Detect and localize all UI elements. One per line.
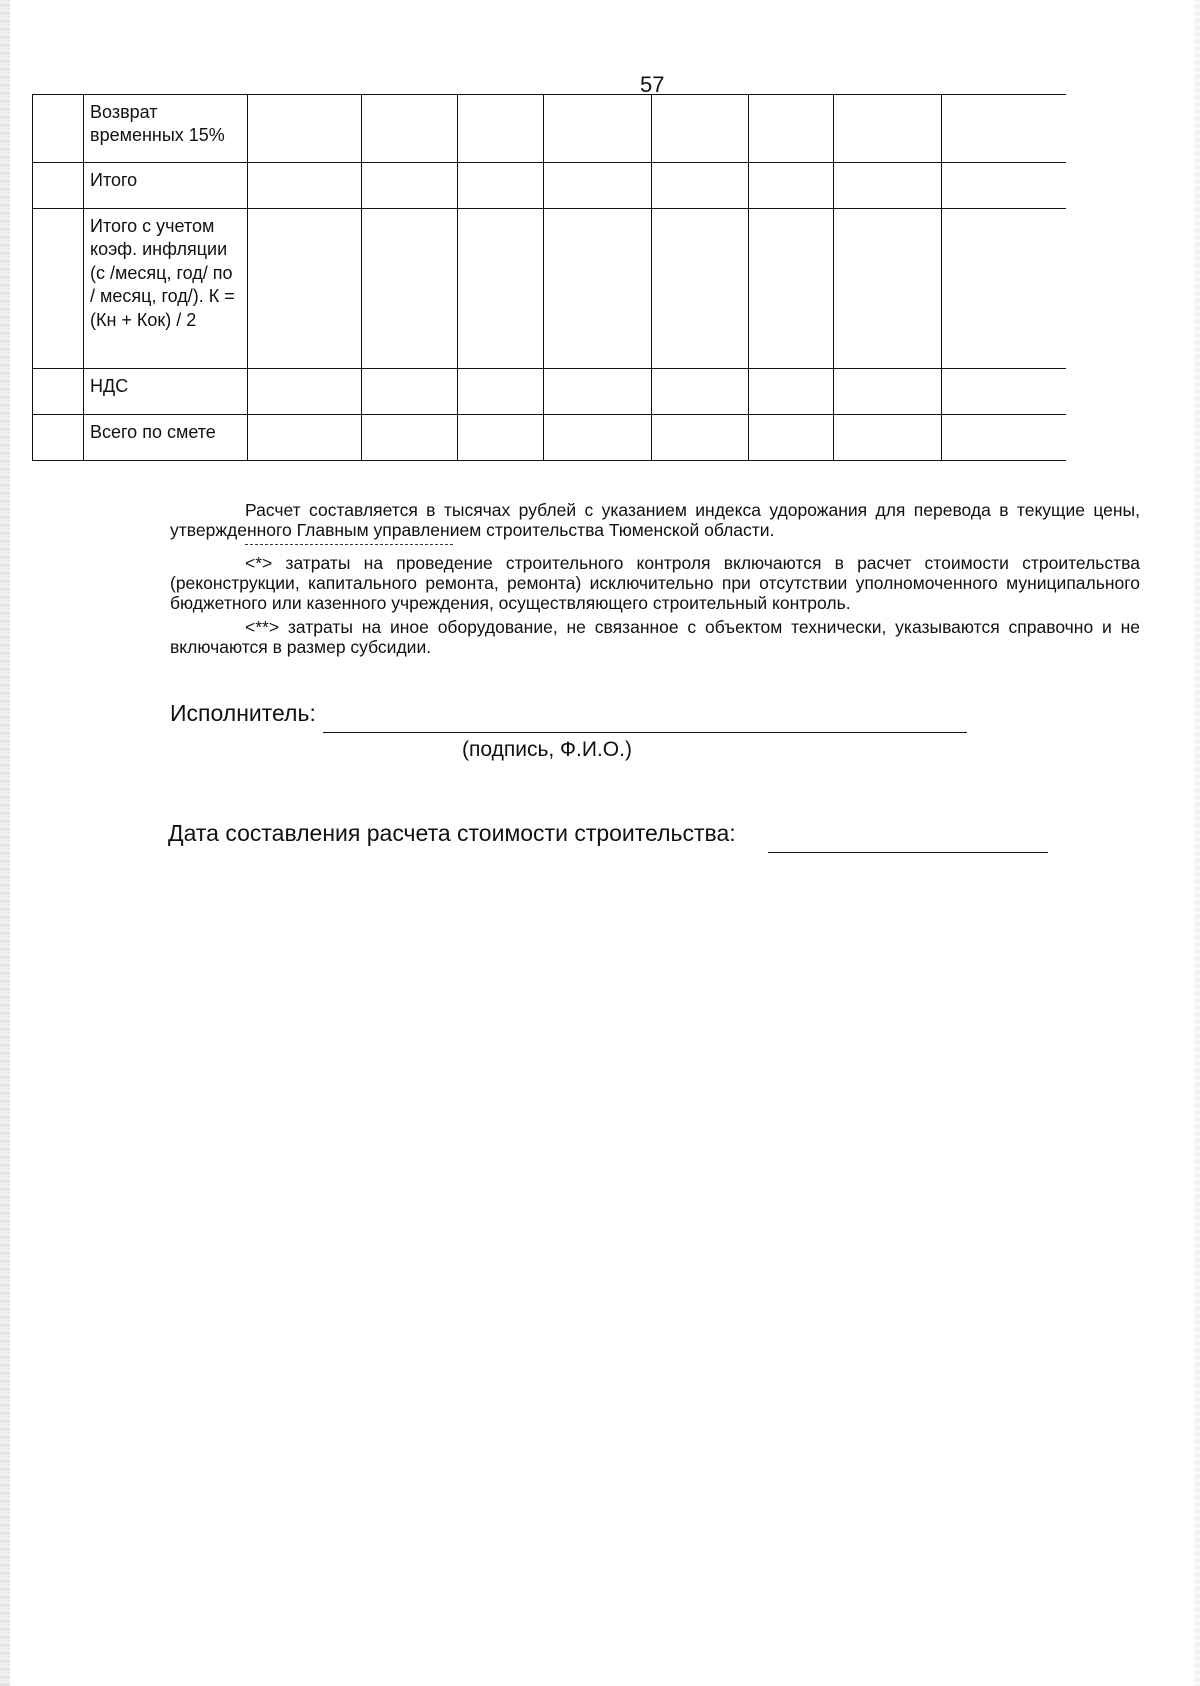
row-number-cell [33,369,84,415]
value-cell [749,209,834,369]
notes-block [170,500,1140,661]
row-number-cell [33,415,84,461]
value-cell [362,209,458,369]
row-label-cell: Итого с учетом коэф. инфляции (с /месяц, год/ по / месяц, год/). К = (Кн + Кок) / 2 [84,209,248,369]
value-cell [749,95,834,163]
value-cell [362,163,458,209]
value-cell [942,95,1066,163]
value-cell [362,415,458,461]
footnote-other-equipment: <**> затраты на иное оборудование, не связанное с объектом технически, указываются справочно и не включаются в размер субсидии. [170,617,1140,657]
table-row [33,95,1066,163]
value-cell [942,163,1066,209]
calculation-note: Расчет составляется в тысячах рублей с указанием индекса удорожания для перевода в текущие цены, утвержденного Главным управлением строительства Тюменской области. [170,500,1140,540]
page-number: 57 [640,72,665,97]
row-label-cell: Всего по смете [84,415,248,461]
value-cell [458,163,544,209]
value-cell [248,95,362,163]
value-cell [544,95,652,163]
value-cell [834,209,942,369]
value-cell [834,415,942,461]
value-cell [248,209,362,369]
value-cell [652,415,749,461]
value-cell [652,95,749,163]
date-label: Дата составления расчета стоимости строительства: [168,820,736,846]
value-cell [458,209,544,369]
cost-estimate-table [32,94,1066,461]
row-label-cell: Итого [84,163,248,209]
table-row [33,369,1066,415]
date-line [768,852,1048,853]
row-number-cell [33,163,84,209]
value-cell [248,163,362,209]
value-cell [942,209,1066,369]
value-cell [544,415,652,461]
value-cell [544,369,652,415]
value-cell [834,95,942,163]
value-cell [544,163,652,209]
value-cell [458,415,544,461]
value-cell [652,209,749,369]
row-label-cell: НДС [84,369,248,415]
value-cell [362,369,458,415]
value-cell [458,369,544,415]
footnote-construction-control: <*> затраты на проведение строительного контроля включаются в расчет стоимости строительства (реконструкции, капитального ремонта, ремонта) исключительно при отсутствии уполномоченного муниципального бюджетного или казенного учреждения, осуществляющего строительный контроль. [170,553,1140,613]
row-label-cell: Возврат временных 15% [84,95,248,163]
value-cell [362,95,458,163]
value-cell [652,369,749,415]
executor-signature-line [323,732,967,733]
value-cell [749,163,834,209]
value-cell [942,369,1066,415]
table-row [33,209,1066,369]
value-cell [834,163,942,209]
row-number-cell [33,95,84,163]
value-cell [749,369,834,415]
table-row [33,163,1066,209]
value-cell [942,415,1066,461]
scan-edge-right [1194,0,1200,1686]
value-cell [248,369,362,415]
row-number-cell [33,209,84,369]
table-row [33,415,1066,461]
value-cell [652,163,749,209]
executor-label: Исполнитель: [170,700,316,726]
value-cell [248,415,362,461]
value-cell [458,95,544,163]
footnote-separator [245,544,453,545]
value-cell [834,369,942,415]
value-cell [544,209,652,369]
signature-caption: (подпись, Ф.И.О.) [462,738,632,761]
value-cell [749,415,834,461]
scan-edge-left [0,0,10,1686]
